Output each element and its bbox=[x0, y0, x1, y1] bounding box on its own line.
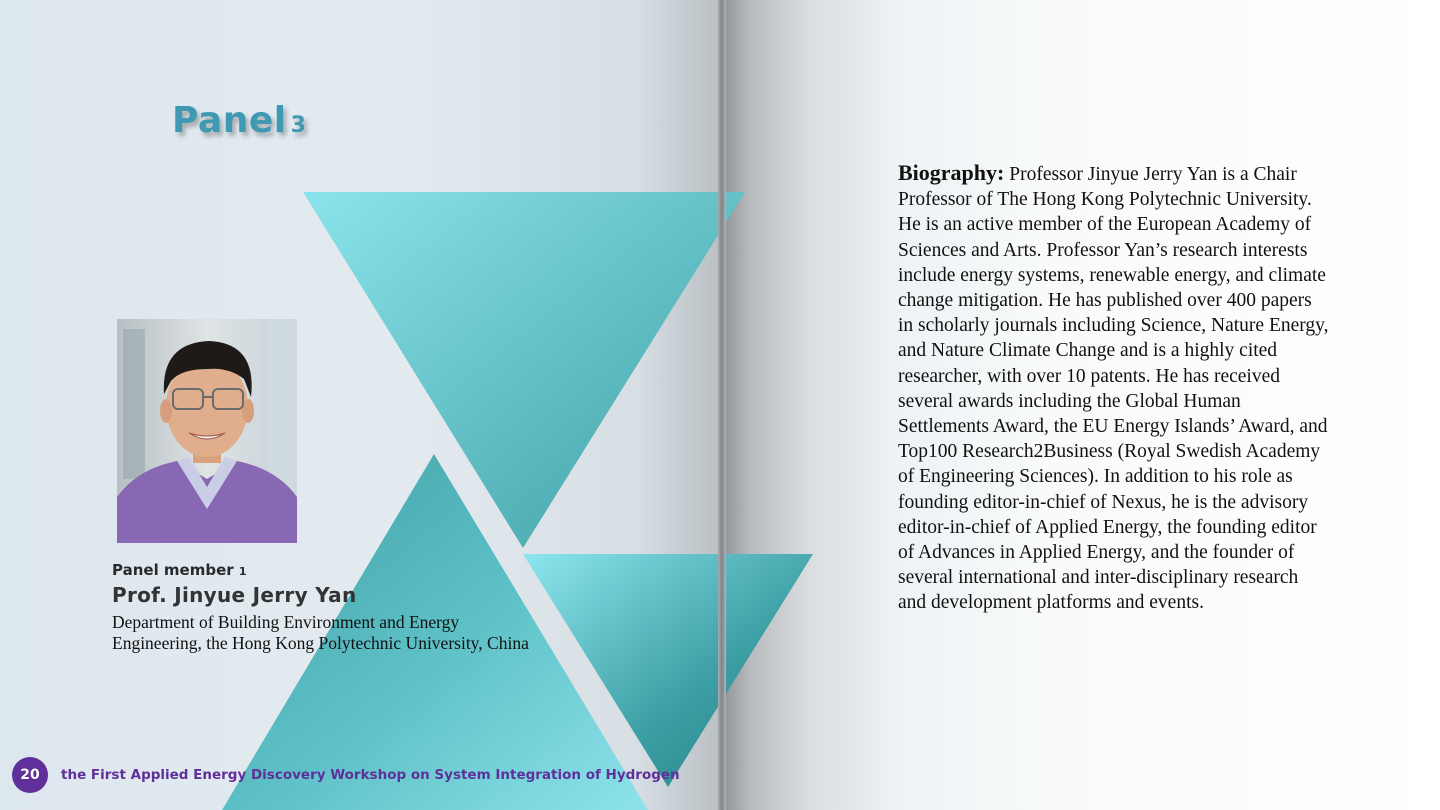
biography bbox=[898, 160, 1330, 616]
biography-label: Biography: bbox=[898, 160, 1005, 185]
panel-member-number: 1 bbox=[238, 565, 247, 578]
panel-title bbox=[172, 100, 306, 141]
page-gutter bbox=[718, 0, 726, 810]
page-footer bbox=[12, 757, 680, 793]
footer-title: the First Applied Energy Discovery Workshop on System Integration of Hydrogen bbox=[61, 767, 680, 783]
biography-text: Professor Jinyue Jerry Yan is a Chair Professor of The Hong Kong Polytechnic University. He is an active member of the European Academy of Sciences and Arts. Professor Yan’s research interests include energy systems, renewable energy, and climate change mitigation. He has published over 400 papers in scholarly journals including Science, Nature Energy, and Nature Climate Change and is a highly cited researcher, with over 10 patents. He has received several awards including the Global Human Settlements Award, the EU Energy Islands’ Award, and Top100 Research2Business (Royal Swedish Academy of Engineering Sciences). In addition to his role as founding editor-in-chief of Nexus, he is the advisory editor-in-chief of Applied Energy, the founding editor of Advances in Applied Energy, and the founder of several international and inter-disciplinary research and development platforms and events. bbox=[898, 164, 1329, 614]
panel-number: 3 bbox=[290, 113, 307, 138]
triangle-top bbox=[303, 192, 745, 548]
page-number-badge: 20 bbox=[12, 757, 48, 793]
member-name: Prof. Jinyue Jerry Yan bbox=[112, 583, 357, 607]
member-affiliation: Department of Building Environment and Energy Engineering, the Hong Kong Polytechnic University, China bbox=[112, 612, 529, 653]
member-photo bbox=[117, 319, 297, 543]
portrait-photo-icon bbox=[117, 319, 297, 543]
panel-member-label bbox=[112, 561, 247, 579]
panel-title-text: Panel bbox=[172, 100, 287, 141]
panel-member-label-text: Panel member bbox=[112, 561, 234, 579]
